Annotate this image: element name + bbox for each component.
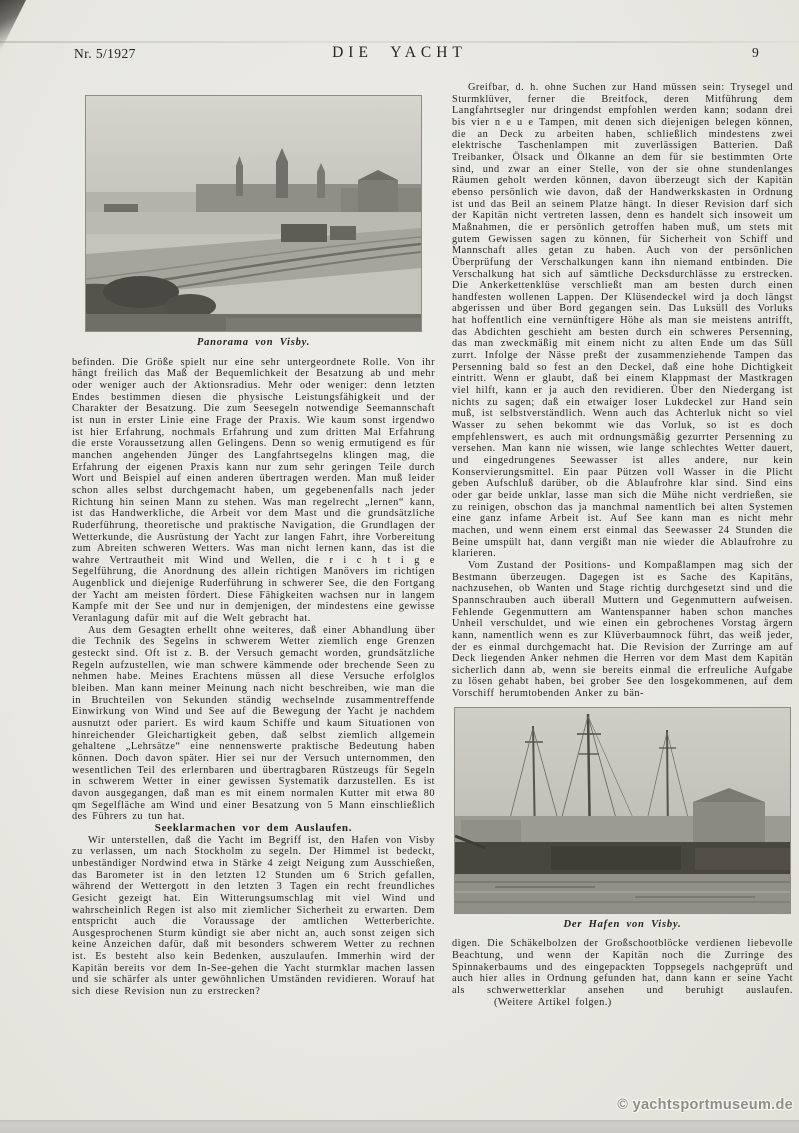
issue-number: Nr. 5/1927: [74, 46, 136, 61]
closing-note: (Weitere Artikel folgen.): [494, 996, 612, 1008]
body-paragraph: Aus dem Gesagten erhellt ohne weiteres, daß einer Abhandlung über die Technik des Segelns in schwerem Wetter ziemlich enge Grenzen gesteckt sind. Oft ist z. B. der Versuch gemacht worden, grundsätzliche Regeln aufzustellen, wie man schwere kämmende oder brechende Seen zu nehmen habe. Meines Erachtens müssen all diese Versuche erfolglos bleiben. Man kann meiner Meinung nach nicht beschreiben, wie man die in Bruchteilen von Sekunden ständig wechselnde zusammentreffende Einwirkung von Wind und See auf die Bewegung der Yacht je nachdem ausnutzt oder pariert. Es wird kaum Schiffe und kaum Situationen von hinreichender Gleichartigkeit geben, daß selbst ziemlich allgemein gehaltene „Lehrsätze“ eine nennenswerte praktische Bedeutung haben können. Doch davon später. Hier sei nur der Versuch unternommen, den wesentlichen Teil des erlernbaren und übertragbaren Rüstzeugs für Segeln in schwerem Wetter in einer gewissen Systematik darzustellen. Es ist davon ausgegangen, daß man es mit einem normalen Kutter mit etwa 80 qm Segelfläche am Wind und einer Besatzung von 5 Mann einschließlich des Führers zu tun hat.: [72, 624, 435, 823]
body-paragraph: befinden. Die Größe spielt nur eine sehr untergeordnete Rolle. Von ihr hängt freilich das Maß der Bequemlichkeit der Besatzung ab und mehr oder weniger auch der Aktionsradius. Mehr oder weniger: denn letzten Endes bestimmen diesen die physische Leistungsfähigkeit und der Charakter der Besatzung. Die zum Seesegeln notwendige Seemannschaft ist nun in erster Linie eine Frage der Praxis. Wie kaum sonst irgendwo ist hier Erfahrung, nochmals Erfahrung und zum dritten Mal Erfahrung die erste Voraussetzung allen Gelingens. Denn so wenig ermutigend es für manchen angehenden Jünger des Langfahrtsegelns klingen mag, die Erfahrung der eigenen Praxis kann nur zum sehr geringen Teile durch Wort und Beispiel auf einen anderen übertragen werden. Man muß leider schon alles selbst durchgemacht haben, um gegebenenfalls nach jeder Richtung hin seinen Mann zu stehen. Was man regelrecht „lernen“ kann, ist das Handwerkliche, die Arbeit vor dem Mast und die grundsätzliche Ruderführung, theoretische und praktische Navigation, die Grundlagen der Wetterkunde, die Ausrüstung der Yacht zur langen Fahrt, ihre Vorbereitung zum Abreiten schweren Wetters. Was man nicht lernen kann, das ist die wahre Vertrautheit mit Wind und Wellen, die r i c h t i g e Segelführung, die Anordnung des allein richtigen Manövers im richtigen Augenblick und diejenige Ruderführung in schwerer See, die den Fortgang der Yacht am meisten fördert. Diese Fähigkeiten wachsen nur in langem Kampfe mit der See und nur in demjenigen, der mindestens eine gewisse Veranlagung dafür mit auf die Welt gebracht hat.: [72, 356, 435, 625]
masthead: DIE YACHT: [332, 44, 467, 61]
section-heading: Seeklarmachen vor dem Auslaufen.: [154, 821, 353, 834]
watermark-text: © yachtsportmuseum.de: [617, 1097, 793, 1113]
body-paragraph: Greifbar, d. h. ohne Suchen zur Hand müssen sein: Trysegel und Sturmklüver, ferner die Breitfock, deren Mitführung dem Langfahrtsegler nur dringendst empfohlen werden kann; sodann drei bis vier n e u e Tampen, mit denen sich diejenigen belegen können, die an Deck zu arbeiten haben, schließlich mindestens zwei elektrische Taschenlampen mit zuverlässigen Batterien. Daß Treibanker, Ölsack und Ölkanne an dem für sie bestimmten Orte sind, und zwar an einer Stelle, von der sie ohne stundenlanges Räumen geholt werden können, davon überzeugt sich der Kapitän ebenso persönlich wie davon, daß der Handwerkskasten in Ordnung ist und das Beil an seinem Platze hängt. In dieser Revision darf sich der Kapitän nicht vertreten lassen, denn es handelt sich insoweit um Maßnahmen, die er persönlich getroffen haben muß, um stets mit gutem Gewissen sagen zu können, für Sicherheit von Schiff und Mannschaft alles getan zu haben. Auch von der persönlichen Überprüfung der Verschalkungen kann ihn niemand entbinden. Die Verschalkung hat sich auf sämtliche Decksdurchlässe zu erstrecken. Die Ankerkettenklüse verschließt man am besten durch einen handfesten wollenen Lappen. Der Klüsendeckel wird ja doch längst abgerissen und über Bord gegangen sein. Das Luksüll des Vorluks hat hoffentlich eine vernünftigere Höhe als man sie meistens antrifft, das Abdichten geschieht am besten durch ein schweres Persenning, das man zweckmäßig mit einem nicht zu alten Ende um das Süll zurrt. Infolge der Nässe preßt der zusammenziehende Tampen das Persenning bald so fest an den Deckel, daß eine hohe Dichtigkeit eintritt. Wenn er glaubt, daß bei einem Klappmast der Mastkragen viel hilft, kann er ja auch den revidieren. Über den Niedergang ist nichts zu sagen; daß ein etwaiger loser Lukdeckel zur Hand sein muß, ist selbstverständlich. Wenn auch das Achterluk nicht so viel Wasser zu sehen bekommt wie das Vorluk, so ist es doch empfehlenswert, es auch mit ordnungsmäßig gezurrter Persenning zu versehen. Man kann nie wissen, wie lange schlechtes Wetter dauert, und eingedrungenes Seewasser ist alles andere, nur kein Konservierungsmittel. Ein paar Pützen voll Wasser in die Plicht geben Aufschluß darüber, ob die Ablaufrohre klar sind. Sind eins oder gar beide unklar, lasse man sich die Mühe nicht verdrießen, sie zu reinigen, obschon das ja manchmal namentlich bei alten Systemen eine ganz infame Arbeit ist. Auf See kann man es nicht mehr machen, und wenn einem erst einmal das Seewasser 24 Stunden die Beine umspült hat, dann vergißt man nie wieder die Ablaufrohre zu klarieren.: [452, 82, 793, 560]
body-paragraph: Wir unterstellen, daß die Yacht im Begriff ist, den Hafen von Visby zu verlassen, um nach Stockholm zu segeln. Der Himmel ist bedeckt, unbeständiger Nordwind etwa in Stärke 4 zeigt Neigung zum Ausschießen, das Barometer ist in den letzten 12 Stunden um 6 Strich gefallen, während der Wettergott in den letzten 3 Tagen ein recht freundliches Gesicht gezeigt hat. Ein Witterungsumschlag mit viel Wind und wahrscheinlich Regen ist also mit ziemlicher Sicherheit zu erwarten. Dem entspricht auch die Voraussage der amtlichen Wetterberichte. Ausgesprochenen Sturm kündigt sie aber nicht an, auch sonst zeigen sich keine Anzeichen dafür, daß mit besonders schwerem Wetter zu rechnen ist. Es besteht also kein Bedenken, auszulaufen. Immerhin wird der Kapitän bereits vor dem In-See-gehen die Yacht sturmklar machen lassen und sie schärfer als unter gewöhnlichen Umständen revidieren. Worauf hat sich diese Revision nun zu erstrecken?: [72, 834, 435, 998]
body-paragraph: Vom Zustand der Positions- und Kompaßlampen mag sich der Bestmann überzeugen. Dagegen ist es Sache des Kapitäns, nachzusehen, ob Wanten und Stage richtig durchgesetzt sind und die Spannschrauben auch überall Muttern und Gegenmuttern aufweisen. Fehlende Gegenmuttern am Wantenspanner haben schon manches Unheil verschuldet, und wie einen ein gebrochenes Vorstag ärgern kann, namentlich wenn es zur Klüverbaumnock führt, das weiß jeder, der es einmal durchgemacht hat. Die Revision der Zurringe am auf Deck liegenden Anker nehmen die Herren vor dem Mast dem Kapitän sicherlich dann ab, wenn sie bereits einmal die erfreuliche Aufgabe zu lösen gehabt haben, bei grober See den losgekommenen, auf dem Vorschiff herumtobenden Anker zu bän-: [452, 559, 793, 700]
panorama-photo: [85, 95, 422, 332]
panorama-figure: [72, 95, 435, 349]
body-paragraph: [452, 938, 793, 1008]
panorama-caption: Panorama von Visby.: [196, 337, 311, 348]
scan-crease-line: [0, 41, 799, 43]
right-column: [452, 82, 793, 1008]
harbor-figure: [452, 707, 793, 931]
page-number: 9: [752, 45, 759, 60]
scan-bottom-edge: [0, 1120, 799, 1133]
harbor-caption: Der Hafen von Visby.: [563, 918, 682, 930]
paragraph-text: digen. Die Schäkelbolzen der Großschootblöcke verdienen liebevolle Beachtung, und wenn der Kapitän noch die Zurringe des Spinnakerbaums und des eingepackten Toppsegels nachgeprüft und auch hier alles in Ordnung gefunden hat, dann kann er seine Yacht als schwerwetterklar ansehen und beruhigt auslaufen.: [452, 938, 793, 997]
left-column: [72, 95, 435, 998]
harbor-photo: [454, 707, 791, 914]
